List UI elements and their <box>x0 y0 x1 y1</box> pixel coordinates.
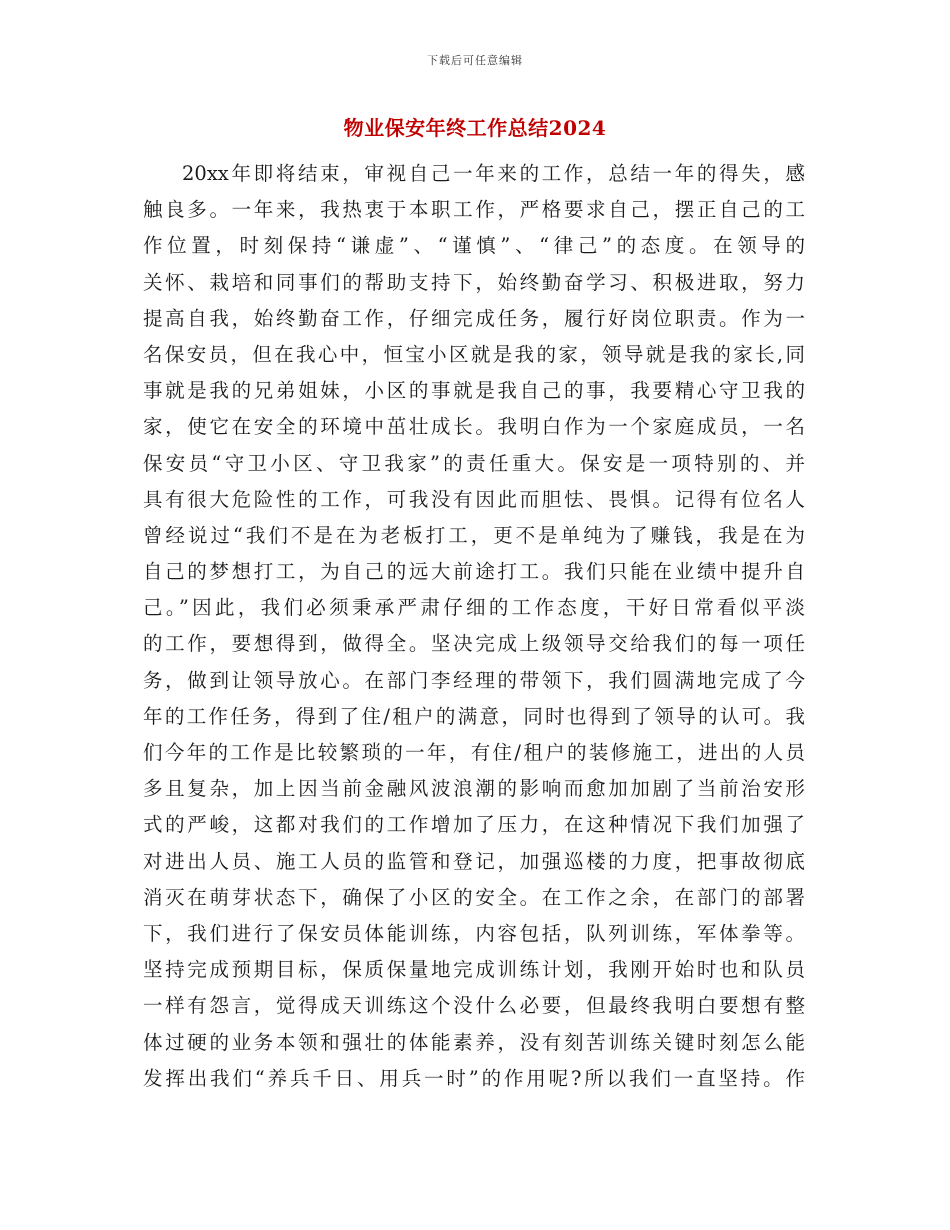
paragraph-line: 保安员“守卫小区、守卫我家”的责任重大。保安是一项特别的、并 <box>143 451 805 475</box>
paragraph-line: 的工作，要想得到，做得全。坚决完成上级领导交给我们的每一项任 <box>143 632 805 656</box>
paragraph-line: 20xx年即将结束，审视自己一年来的工作，总结一年的得失，感 <box>182 162 805 185</box>
paragraph-line: 一样有怨言，觉得成天训练这个没什么必要，但最终我明白要想有整 <box>143 994 805 1018</box>
paragraph-line: 消灭在萌芽状态下，确保了小区的安全。在工作之余，在部门的部署 <box>143 885 805 909</box>
paragraph-line: 下，我们进行了保安员体能训练，内容包括，队列训练，军体拳等。 <box>143 921 805 945</box>
paragraph-line: 事就是我的兄弟姐妹，小区的事就是我自己的事，我要精心守卫我的 <box>143 379 805 403</box>
paragraph-line: 自己的梦想打工，为自己的远大前途打工。我们只能在业绩中提升自 <box>143 560 805 584</box>
paragraph-line: 年的工作任务，得到了住/租户的满意，同时也得到了领导的认可。我 <box>143 704 805 728</box>
paragraph-line: 曾经说过“我们不是在为老板打工，更不是单纯为了赚钱，我是在为 <box>143 523 805 547</box>
paragraph-line: 式的严峻，这都对我们的工作增加了压力，在这种情况下我们加强了 <box>143 813 805 837</box>
paragraph-line: 提高自我，始终勤奋工作，仔细完成任务，履行好岗位职责。作为一 <box>143 306 805 330</box>
paragraph-line: 们今年的工作是比较繁琐的一年，有住/租户的装修施工，进出的人员 <box>143 741 805 764</box>
document-title: 物业保安年终工作总结2024 <box>343 116 607 140</box>
body-paragraph <box>143 156 805 1097</box>
paragraph-line: 多且复杂，加上因当前金融风波浪潮的影响而愈加加剧了当前治安形 <box>143 777 805 801</box>
header-note: 下载后可任意编辑 <box>427 54 523 67</box>
paragraph-line: 务，做到让领导放心。在部门李经理的带领下，我们圆满地完成了今 <box>143 668 805 692</box>
paragraph-line: 家，使它在安全的环境中茁壮成长。我明白作为一个家庭成员，一名 <box>143 415 805 439</box>
paragraph-line: 体过硬的业务本领和强壮的体能素养，没有刻苦训练关键时刻怎么能 <box>143 1030 805 1054</box>
paragraph-line: 己。”因此，我们必须秉承严肃仔细的工作态度，干好日常看似平淡 <box>143 596 805 620</box>
paragraph-line: 触良多。一年来，我热衷于本职工作，严格要求自己，摆正自己的工 <box>143 198 805 222</box>
paragraph-line: 具有很大危险性的工作，可我没有因此而胆怯、畏惧。记得有位名人 <box>143 487 805 511</box>
paragraph-line: 名保安员，但在我心中，恒宝小区就是我的家，领导就是我的家长,同 <box>143 342 805 366</box>
paragraph-line: 关怀、栽培和同事们的帮助支持下，始终勤奋学习、积极进取，努力 <box>143 270 805 294</box>
paragraph-line: 坚持完成预期目标，保质保量地完成训练计划，我刚开始时也和队员 <box>143 958 805 982</box>
paragraph-line: 对进出人员、施工人员的监管和登记，加强巡楼的力度，把事故彻底 <box>143 849 805 873</box>
paragraph-line: 发挥出我们“养兵千日、用兵一时”的作用呢?所以我们一直坚持。作 <box>143 1066 805 1090</box>
paragraph-line: 作位置，时刻保持“谦虚”、“谨慎”、“律己”的态度。在领导的 <box>143 234 805 258</box>
